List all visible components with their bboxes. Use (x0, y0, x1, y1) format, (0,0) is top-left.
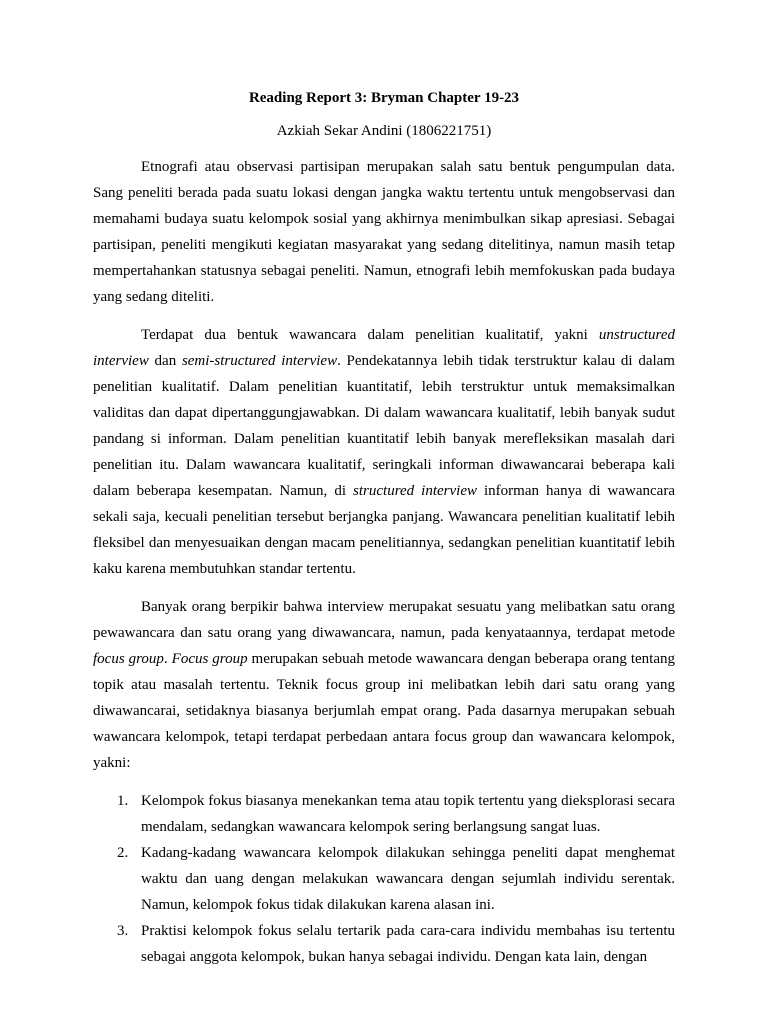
italic-term: Focus group (171, 651, 248, 667)
list-item-text: Kadang-kadang wawancara kelompok dilakukan sehingga peneliti dapat menghemat waktu dan uang dengan melakukan wawancara dengan sejumlah individu serentak. Namun, kelompok fokus tidak dilakukan karena alasan ini. (141, 845, 675, 913)
paragraph-focus-group (93, 594, 675, 776)
italic-term: focus group (93, 651, 164, 667)
text-run: . Pendekatannya lebih tidak terstruktur kalau di dalam penelitian kualitatif. Dalam penelitian kuantitatif, lebih terstruktur untuk memaksimalkan validitas dan dapat dipertanggungjawabkan. Di dalam wawancara kualitatif, lebih banyak sudut pandang si informan. Dalam penelitian kuantitatif lebih banyak merefleksikan masalah dari penelitian itu. Dalam wawancara kualitatif, seringkali informan diwawancarai beberapa kali dalam beberapa kesempatan. Namun, di (93, 353, 675, 499)
text-run: Banyak orang berpikir bahwa interview merupakat sesuatu yang melibatkan satu orang pewawancara dan satu orang yang diwawancara, namun, pada kenyataannya, terdapat metode (93, 599, 675, 641)
italic-term: semi-structured interview (181, 353, 338, 369)
text-run: dan (148, 353, 182, 369)
list-number: 1. (117, 793, 129, 809)
paragraph-ethnography: Etnografi atau observasi partisipan merupakan salah satu bentuk pengumpulan data. Sang peneliti berada pada suatu lokasi dengan jangka waktu tertentu untuk mengobservasi dan memahami budaya suatu kelompok sosial yang akhirnya menimbulkan sikap apresiasi. Sebagai partisipan, peneliti mengikuti kegiatan masyarakat yang sedang ditelitinya, namun masih tetap mempertahankan statusnya sebagai peneliti. Namun, etnografi lebih memfokuskan pada budaya yang sedang diteliti. (93, 159, 675, 305)
text-run: informan hanya di wawancara sekali saja, kecuali penelitian tersebut berjangka panjang. Wawancara penelitian kualitatif lebih fleksibel dan menyesuaikan dengan macam penelitiannya, sedangkan penelitian kuantitatif lebih kaku karena membutuhkan standar tertentu. (93, 483, 675, 577)
author-line: Azkiah Sekar Andini (1806221751) (276, 123, 492, 139)
list-item-text: Kelompok fokus biasanya menekankan tema atau topik tertentu yang dieksplorasi secara mendalam, sedangkan wawancara kelompok sering berlangsung sangat luas. (141, 793, 675, 835)
document-title: Reading Report 3: Bryman Chapter 19-23 (248, 90, 520, 106)
list-item (93, 788, 675, 840)
text-run: . (163, 651, 172, 667)
difference-list (93, 788, 675, 970)
list-number: 2. (117, 845, 129, 861)
document-page (93, 86, 675, 970)
list-number: 3. (117, 923, 129, 939)
list-item (93, 840, 675, 918)
list-item (93, 918, 675, 970)
list-item-text: Praktisi kelompok fokus selalu tertarik pada cara-cara individu membahas isu tertentu sebagai anggota kelompok, bukan hanya sebagai individu. Dengan kata lain, dengan (141, 923, 675, 965)
text-run: merupakan sebuah metode wawancara dengan beberapa orang tentang topik atau masalah tertentu. Teknik focus group ini melibatkan lebih dari satu orang yang diwawancarai, setidaknya biasanya berjumlah empat orang. Pada dasarnya merupakan sebuah wawancara kelompok, tetapi terdapat perbedaan antara focus group dan wawancara kelompok, yakni: (93, 651, 675, 771)
italic-term: unstructured interview (93, 327, 675, 369)
paragraph-interview-types (93, 322, 675, 582)
text-run: Terdapat dua bentuk wawancara dalam penelitian kualitatif, yakni (141, 327, 599, 343)
italic-term: structured interview (353, 483, 477, 499)
